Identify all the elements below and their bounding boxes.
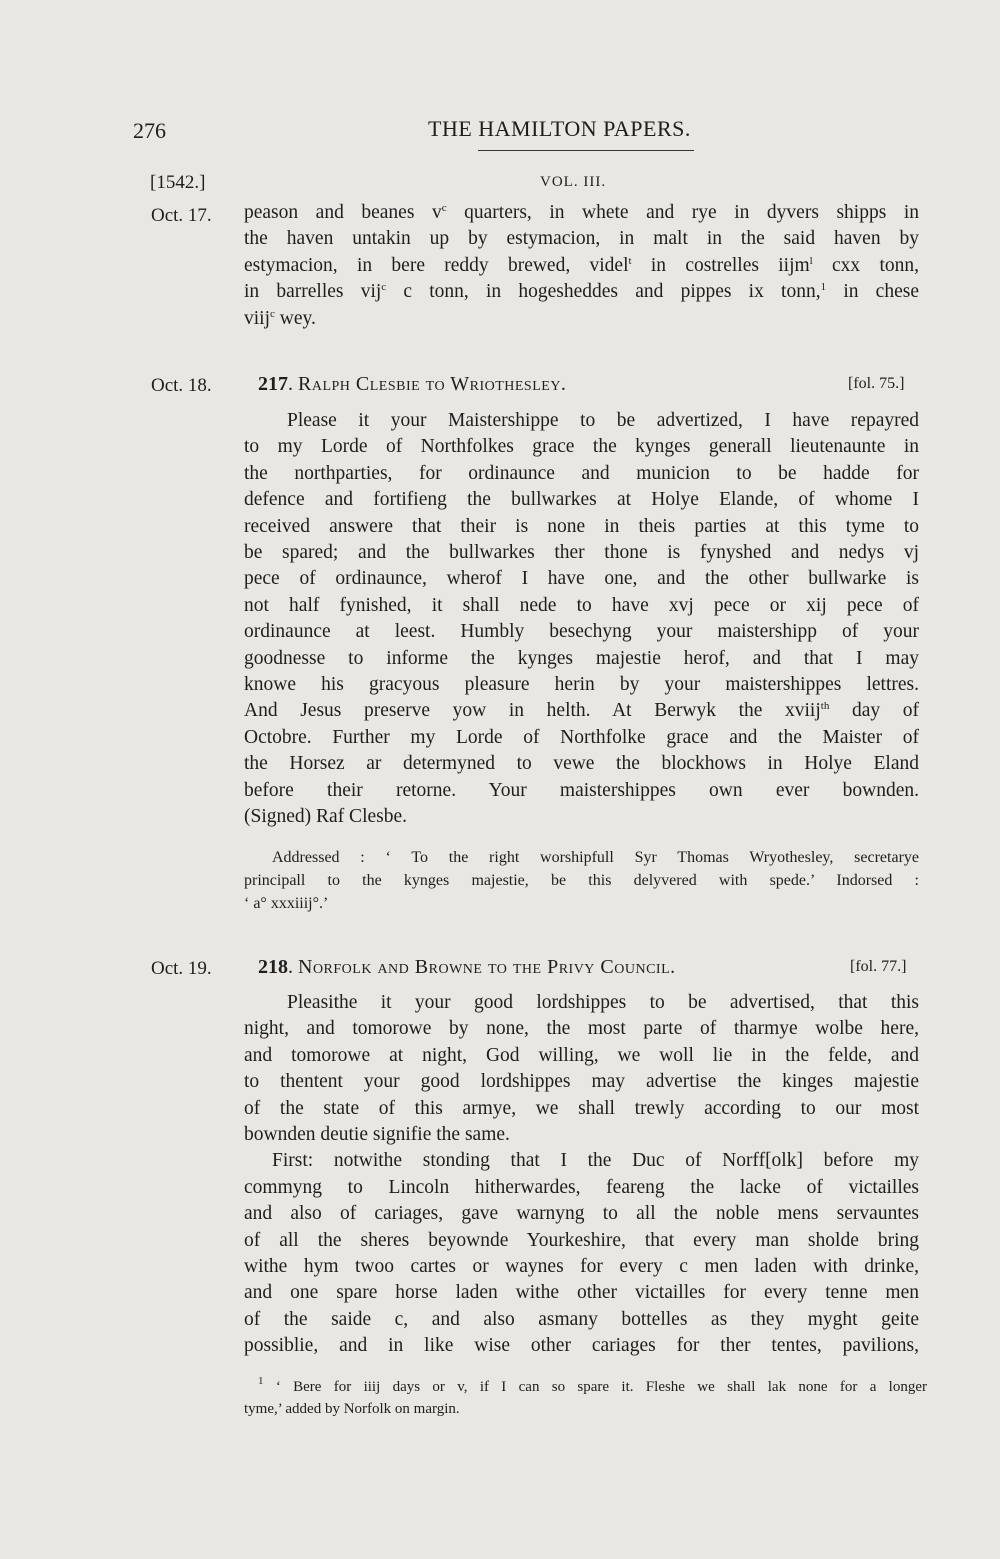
text-line: ordinaunce at leest. Humbly besechyng your maistershipp of your xyxy=(244,621,919,643)
text-line: commyng to Lincoln hitherwardes, feareng the lacke of victailles xyxy=(244,1176,919,1198)
text-line: be spared; and the bullwarkes ther thone is fynyshed and nedys vj xyxy=(244,542,919,563)
date-oct-18: Oct. 18. xyxy=(151,375,212,396)
text-line: bownden deutie signifie the same. xyxy=(244,1124,510,1145)
year-marker: [1542.] xyxy=(150,172,206,193)
text-line: estymacion, in bere reddy brewed, videl$^t$ in costrelles iijm$^l$ cxx tonn, xyxy=(244,254,920,276)
folio-reference: [fol. 75.] xyxy=(848,375,905,392)
text-line: knowe his gracyous pleasure herin by your maistershippes lettres. xyxy=(244,674,919,695)
entry-title: Ralph Clesbie to Wriothesley. xyxy=(298,373,567,395)
entry-218-letter xyxy=(244,990,919,1370)
text-line: before their retorne. Your maistershippes own ever bownden. xyxy=(244,779,919,801)
text-line: pece of ordinaunce, wherof I have one, and the other bullwarke is xyxy=(244,568,919,590)
text-line: night, and tomorowe by none, the most parte of tharmye wolbe here, xyxy=(244,1018,919,1040)
text-line: and also of cariages, gave warnyng to all the noble mens servauntes xyxy=(244,1203,919,1225)
entry-title: Norfolk and Browne to the Privy Council. xyxy=(298,956,676,978)
folio-reference: [fol. 77.] xyxy=(850,958,907,975)
header-rule xyxy=(478,150,694,151)
text-line: not half fynished, it shall nede to have xvj pece or xij pece of xyxy=(244,594,919,616)
running-title: THE HAMILTON PAPERS. xyxy=(428,116,691,141)
entry-number: 217 xyxy=(258,373,288,395)
text-line: And Jesus preserve yow in helth. At Berwyk the xviij$^{th}$ day of xyxy=(244,700,919,722)
footnote-ref: 1 xyxy=(820,281,827,294)
text-line: defence and fortifieng the bullwarkes at Holye Elande, of whome I xyxy=(244,489,919,511)
text-line: the Horsez ar determyned to vewe the blockhows in Holye Eland xyxy=(244,753,919,775)
text-line: possiblie, and in like wise other cariages for ther tentes, pavilions, xyxy=(244,1335,919,1357)
address-note xyxy=(244,846,919,918)
text-line: and tomorowe at night, God willing, we woll lie in the felde, and xyxy=(244,1044,919,1066)
entry-217-letter xyxy=(244,408,919,868)
text-line: withe hym twoo cartes or waynes for every c men laden with drinke, xyxy=(244,1256,919,1277)
text-line: peason and beanes $v^c$ quarters, in whete and rye in dyvers shipps in xyxy=(244,202,919,223)
text-line: of all the sheres beyownde Yourkeshire, that every man sholde bring xyxy=(244,1229,919,1251)
text-line: goodnesse to informe the kynges majestie herof, and that I may xyxy=(244,647,919,669)
date-oct-17: Oct. 17. xyxy=(151,205,212,226)
text-line: in barrelles vij$^c$ c tonn, in hogesheddes and pippes ix tonn,$^1$ in chese xyxy=(244,281,919,303)
text-line: of the state of this armye, we shall trewly according to our most xyxy=(244,1097,919,1119)
text-line: the haven untakin up by estymacion, in malt in the said haven by xyxy=(244,228,919,250)
text-line: of the saide c, and also asmany bottelles as they myght geite xyxy=(244,1308,919,1330)
text-line: viij$^c$ wey. xyxy=(244,307,316,329)
text-line: to my Lorde of Northfolkes grace the kynges generall lieutenaunte in xyxy=(244,436,919,458)
date-oct-19: Oct. 19. xyxy=(151,958,212,979)
entry-217-heading: 217. Ralph Clesbie to Wriothesley. xyxy=(258,373,567,395)
address-line: Addressed : ‘ To the right worshipfull Syr Thomas Wryothesley, secretarye xyxy=(272,849,919,866)
text-line: First: notwithe stonding that I the Duc of Norff[olk] before my xyxy=(272,1150,919,1172)
text-line: received answere that their is none in theis parties at this tyme to xyxy=(244,515,919,537)
volume-label: VOL. III. xyxy=(540,174,607,190)
continuation-paragraph xyxy=(244,200,919,340)
footnote-marker: 1 xyxy=(258,1375,264,1387)
entry-218-heading: 218. Norfolk and Browne to the Privy Council. xyxy=(258,956,676,978)
text-line: Octobre. Further my Lorde of Northfolke grace and the Maister of xyxy=(244,726,919,748)
footnote-line: $^1$ ‘ Bere for iiij days or v, if I can so spare it. Fleshe we shall lak none for a longer xyxy=(258,1375,928,1395)
text-line: and one spare horse laden withe other victailles for every tenne men xyxy=(244,1282,919,1304)
footnote-line: tyme,’ added by Norfolk on margin. xyxy=(244,1401,460,1417)
signature-line: (Signed) Raf Clesbe. xyxy=(244,806,408,827)
page-number: 276 xyxy=(133,118,166,143)
text-line: Please it your Maistershippe to be advertized, I have repayred xyxy=(287,410,919,431)
text-line: the northparties, for ordinaunce and municion to be hadde for xyxy=(244,462,919,484)
text-line: to thentent your good lordshippes may advertise the kinges majestie xyxy=(244,1071,919,1093)
footnote xyxy=(244,1376,927,1424)
text-line: Pleasithe it your good lordshippes to be advertised, that this xyxy=(287,992,919,1013)
address-line: principall to the kynges majestie, be this delyvered with spede.’ Indorsed : xyxy=(244,872,919,889)
address-line: ‘ a° xxxiiij°.’ xyxy=(244,895,329,912)
entry-number: 218 xyxy=(258,956,288,978)
